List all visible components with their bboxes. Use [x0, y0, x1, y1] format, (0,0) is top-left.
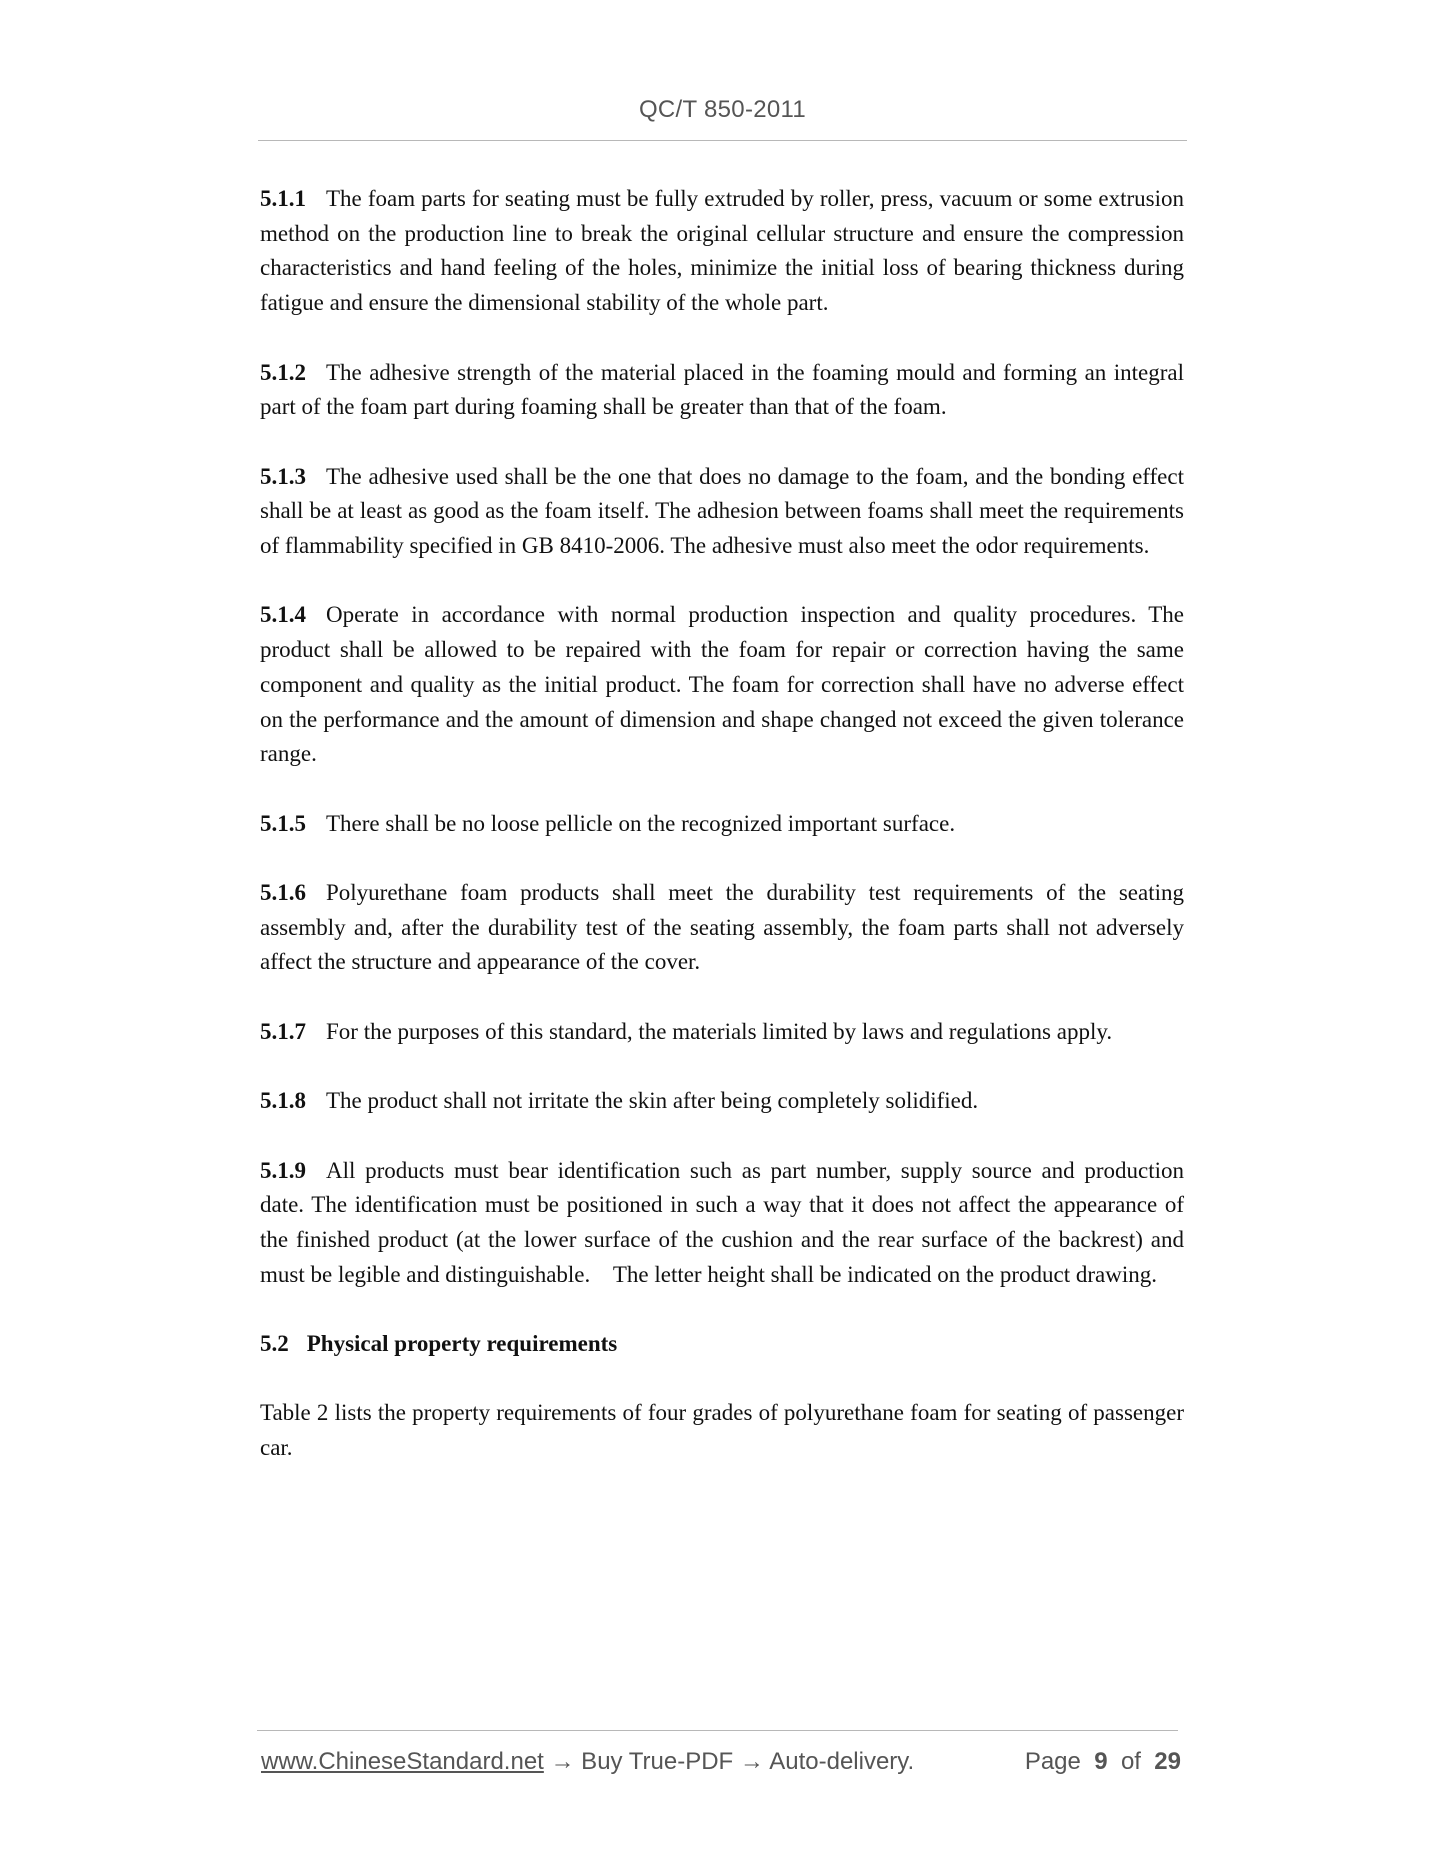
clause-number: 5.1.9 — [260, 1157, 306, 1183]
clause-number: 5.1.8 — [260, 1088, 306, 1114]
document-body — [260, 182, 1184, 1501]
clause-number: 5.1.3 — [260, 463, 306, 489]
clause-5-1-7 — [260, 1015, 1184, 1050]
clause-number: 5.1.4 — [260, 602, 306, 628]
clause-text: The adhesive used shall be the one that does no damage to the foam, and the bonding effect shall be at least as good as the foam itself. The adhesion between foams shall meet the requirements of flammability specified in GB 8410-2006. The adhesive must also meet the odor requirements. — [260, 463, 1184, 558]
page-label: Page — [1024, 1748, 1081, 1775]
document-header-title: QC/T 850-2011 — [638, 96, 807, 123]
clause-text: Polyurethane foam products shall meet the durability test requirements of the seating assembly and, after the durability test of the seating assembly, the foam parts shall not adversely affect the structure and appearance of the cover. — [260, 879, 1184, 975]
clause-number: 5.1.5 — [260, 810, 306, 836]
clause-5-1-5 — [260, 807, 1184, 842]
clause-5-1-9 — [260, 1154, 1184, 1293]
section-number: 5.2 — [260, 1331, 289, 1357]
clause-number: 5.1.7 — [260, 1018, 306, 1044]
header-divider — [258, 140, 1187, 141]
footer-promo-text: → Buy True-PDF → Auto-delivery. — [543, 1748, 915, 1775]
section-title: Physical property requirements — [306, 1331, 618, 1357]
clause-5-1-4 — [260, 598, 1184, 772]
clause-number: 5.1.2 — [260, 359, 306, 385]
page-of-label: of — [1120, 1748, 1141, 1775]
current-page-number: 9 — [1094, 1748, 1108, 1775]
clause-number: 5.1.6 — [260, 879, 306, 905]
clause-5-1-3 — [260, 460, 1184, 564]
section-heading-5-2 — [260, 1327, 1184, 1362]
total-page-number: 29 — [1154, 1748, 1181, 1775]
clause-5-1-6 — [260, 876, 1184, 980]
clause-text: The product shall not irritate the skin after being completely solidified. — [326, 1088, 979, 1114]
table-intro-paragraph: Table 2 lists the property requirements of four grades of polyurethane foam for seating of passenger car. — [260, 1400, 1184, 1461]
clause-text: For the purposes of this standard, the materials limited by laws and regulations apply. — [326, 1018, 1113, 1044]
page-indicator — [1025, 1748, 1181, 1776]
clause-number: 5.1.1 — [260, 186, 306, 211]
clause-5-1-1 — [260, 182, 1184, 321]
clause-text: All products must bear identification such as part number, supply source and production date. The identification must be positioned in such a way that it does not affect the appearance of the finished product (at the lower surface of the cushion and the rear surface of the backrest) and must be legible and distinguishable. The letter height shall be indicated on the product drawing. — [260, 1157, 1184, 1287]
clause-text: The foam parts for seating must be fully extruded by roller, press, vacuum or some extrusion method on the production line to break the original cellular structure and ensure the compression characteristics and hand feeling of the holes, minimize the initial loss of bearing thickness during fatigue and ensure the dimensional stability of the whole part. — [260, 186, 1184, 316]
footer-divider — [257, 1730, 1178, 1731]
footer-promo — [261, 1748, 914, 1776]
clause-text: Operate in accordance with normal production inspection and quality procedures. The product shall be allowed to be repaired with the foam for repair or correction having the same component and quality as the initial product. The foam for correction shall have no adverse effect on the performance and the amount of dimension and shape changed not exceed the given tolerance range. — [260, 602, 1184, 767]
clause-5-1-2 — [260, 356, 1184, 425]
clause-text: There shall be no loose pellicle on the recognized important surface. — [326, 810, 956, 836]
site-link[interactable]: www.ChineseStandard.net — [261, 1748, 544, 1775]
clause-5-1-8 — [260, 1084, 1184, 1119]
clause-text: The adhesive strength of the material placed in the foaming mould and forming an integral part of the foam part during foaming shall be greater than that of the foam. — [260, 359, 1184, 420]
